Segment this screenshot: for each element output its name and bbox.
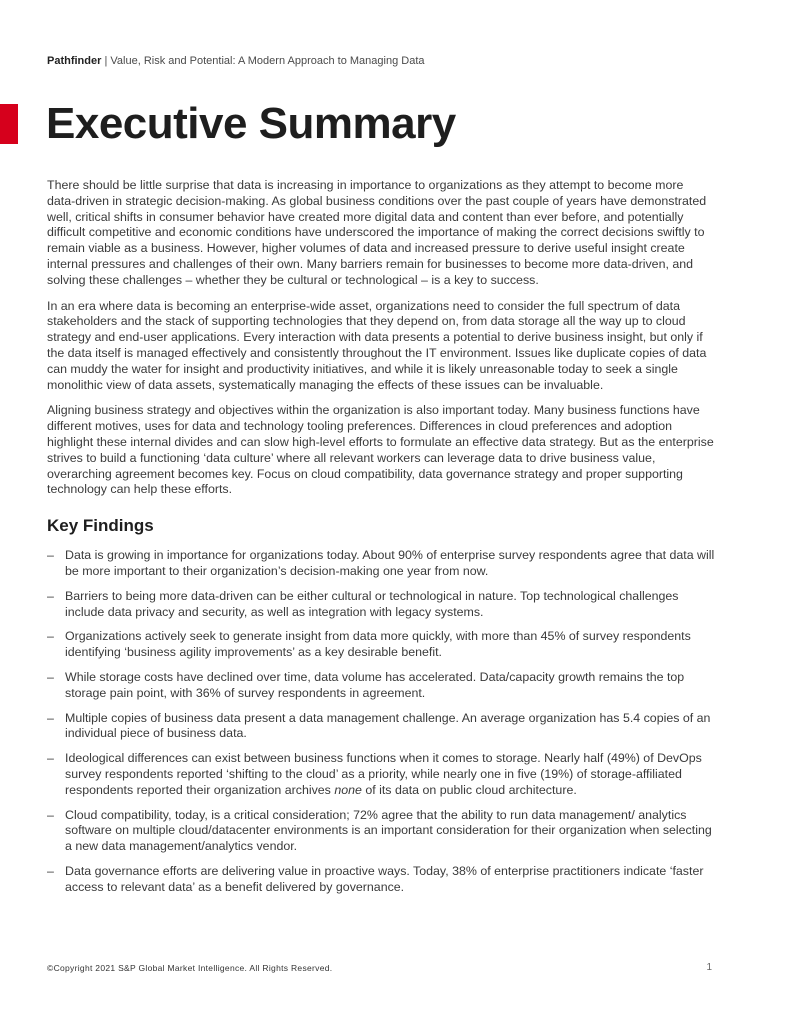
- list-item: [47, 548, 715, 580]
- finding-text: Data is growing in importance for organizations today. About 90% of enterprise survey respondents agree that data will be more important to their organization’s decision-making one year from now.: [65, 548, 715, 578]
- paragraph-1: There should be little surprise that data is increasing in importance to organizations as they attempt to become more data-driven in strategic decision-making. As global business conditions over the past couple of years have demonstrated well, critical shifts in consumer behavior have created more digital data and content than ever before, and potentially difficult competitive and economic conditions have underscored the importance of making the correct decisions swiftly to remain viable as a business. However, higher volumes of data and increased pressure to derive useful insight create internal pressures and challenges of their own. Many barriers remain for businesses to become more data-driven, and solving these challenges – whether they be cultural or technological – is a key to success.: [47, 178, 707, 287]
- paragraph-2: In an era where data is becoming an enterprise-wide asset, organizations need to consider the full spectrum of data stakeholders and the stack of supporting technologies that they depend on, from data storage all the way up to cloud strategy and end-user applications. Every interaction with data presents a potential to derive business insight, but only if the data itself is managed effectively and consistently throughout the IT environment. Issues like duplicate copies of data can muddy the water for insight and productivity initiatives, and while it is likely unreasonable today to seek a single monolithic view of data assets, systematically managing the effects of these issues can be invaluable.: [47, 298, 707, 392]
- page-title: Executive Summary: [46, 99, 456, 148]
- header-separator: |: [101, 55, 111, 67]
- finding-text: While storage costs have declined over time, data volume has accelerated. Data/capacity growth remains the top storage pain point, with 36% of survey respondents in agreement.: [65, 669, 685, 700]
- finding-text: Barriers to being more data-driven can be either cultural or technological in nature. Top technological challenges include data privacy and security, as well as integration with legacy systems.: [65, 588, 679, 619]
- document-body: [47, 178, 715, 904]
- finding-text: Multiple copies of business data present a data management challenge. An average organization has 5.4 copies of an individual piece of business data.: [65, 710, 711, 741]
- finding-text: Data governance efforts are delivering value in proactive ways. Today, 38% of enterprise practitioners indicate ‘faster access to relevant data’ as a benefit delivered by governance.: [65, 863, 704, 894]
- dash-bullet: –: [47, 588, 54, 603]
- header-subtitle: Value, Risk and Potential: A Modern Approach to Managing Data: [110, 55, 425, 67]
- footer-copyright: ©Copyright 2021 S&P Global Market Intelligence. All Rights Reserved.: [47, 963, 333, 973]
- dash-bullet: –: [47, 807, 54, 822]
- list-item: [47, 751, 715, 798]
- paragraph-3: Aligning business strategy and objectives within the organization is also important today. Many business functions have different motives, uses for data and technology tooling preferences. Differences in cloud preferences and adoption highlight these internal divides and can slow high-level efforts to formulate an effective data strategy. But as the enterprise strives to build a functioning ‘data culture’ where all relevant workers can leverage data to drive business value, overarching agreement becomes key. Focus on cloud compatibility, data governance strategy and proper supporting technology can help these efforts.: [47, 403, 714, 497]
- key-findings-heading: Key Findings: [47, 516, 154, 536]
- list-item: [47, 808, 715, 855]
- finding-text: Organizations actively seek to generate insight from data more quickly, with more than 45% of survey respondents identifying ‘business agility improvements’ as a key desirable benefit.: [65, 629, 691, 660]
- list-item: [47, 589, 715, 621]
- dash-bullet: –: [47, 863, 54, 878]
- dash-bullet: –: [47, 669, 54, 684]
- finding-text: Cloud compatibility, today, is a critical consideration; 72% agree that the ability to run data management/ analytics software on multiple cloud/datacenter environments is an important consideration for their organization when selecting a new data management/analytics vendor.: [65, 807, 712, 854]
- list-item: [47, 711, 715, 743]
- running-header: [47, 55, 425, 67]
- dash-bullet: –: [47, 548, 54, 563]
- list-item: [47, 629, 715, 661]
- dash-bullet: –: [47, 629, 54, 644]
- finding-text-part: Ideological differences can exist between business functions when it comes to storage. Nearly half (49%) of DevOps survey respondents reported ‘shifting to the cloud’ as a priority, while nearly one in five (19%) of storage-affiliated respondents reported their organization archives: [65, 751, 702, 797]
- dash-bullet: –: [47, 751, 54, 766]
- list-item: [47, 670, 715, 702]
- page-number: 1: [706, 962, 712, 973]
- finding-emphasis: none: [334, 782, 362, 797]
- key-findings-list: [47, 548, 715, 895]
- header-brand: Pathfinder: [47, 55, 102, 67]
- dash-bullet: –: [47, 710, 54, 725]
- accent-bar: [0, 104, 18, 144]
- list-item: [47, 864, 715, 896]
- finding-text-part: of its data on public cloud architecture.: [361, 782, 577, 797]
